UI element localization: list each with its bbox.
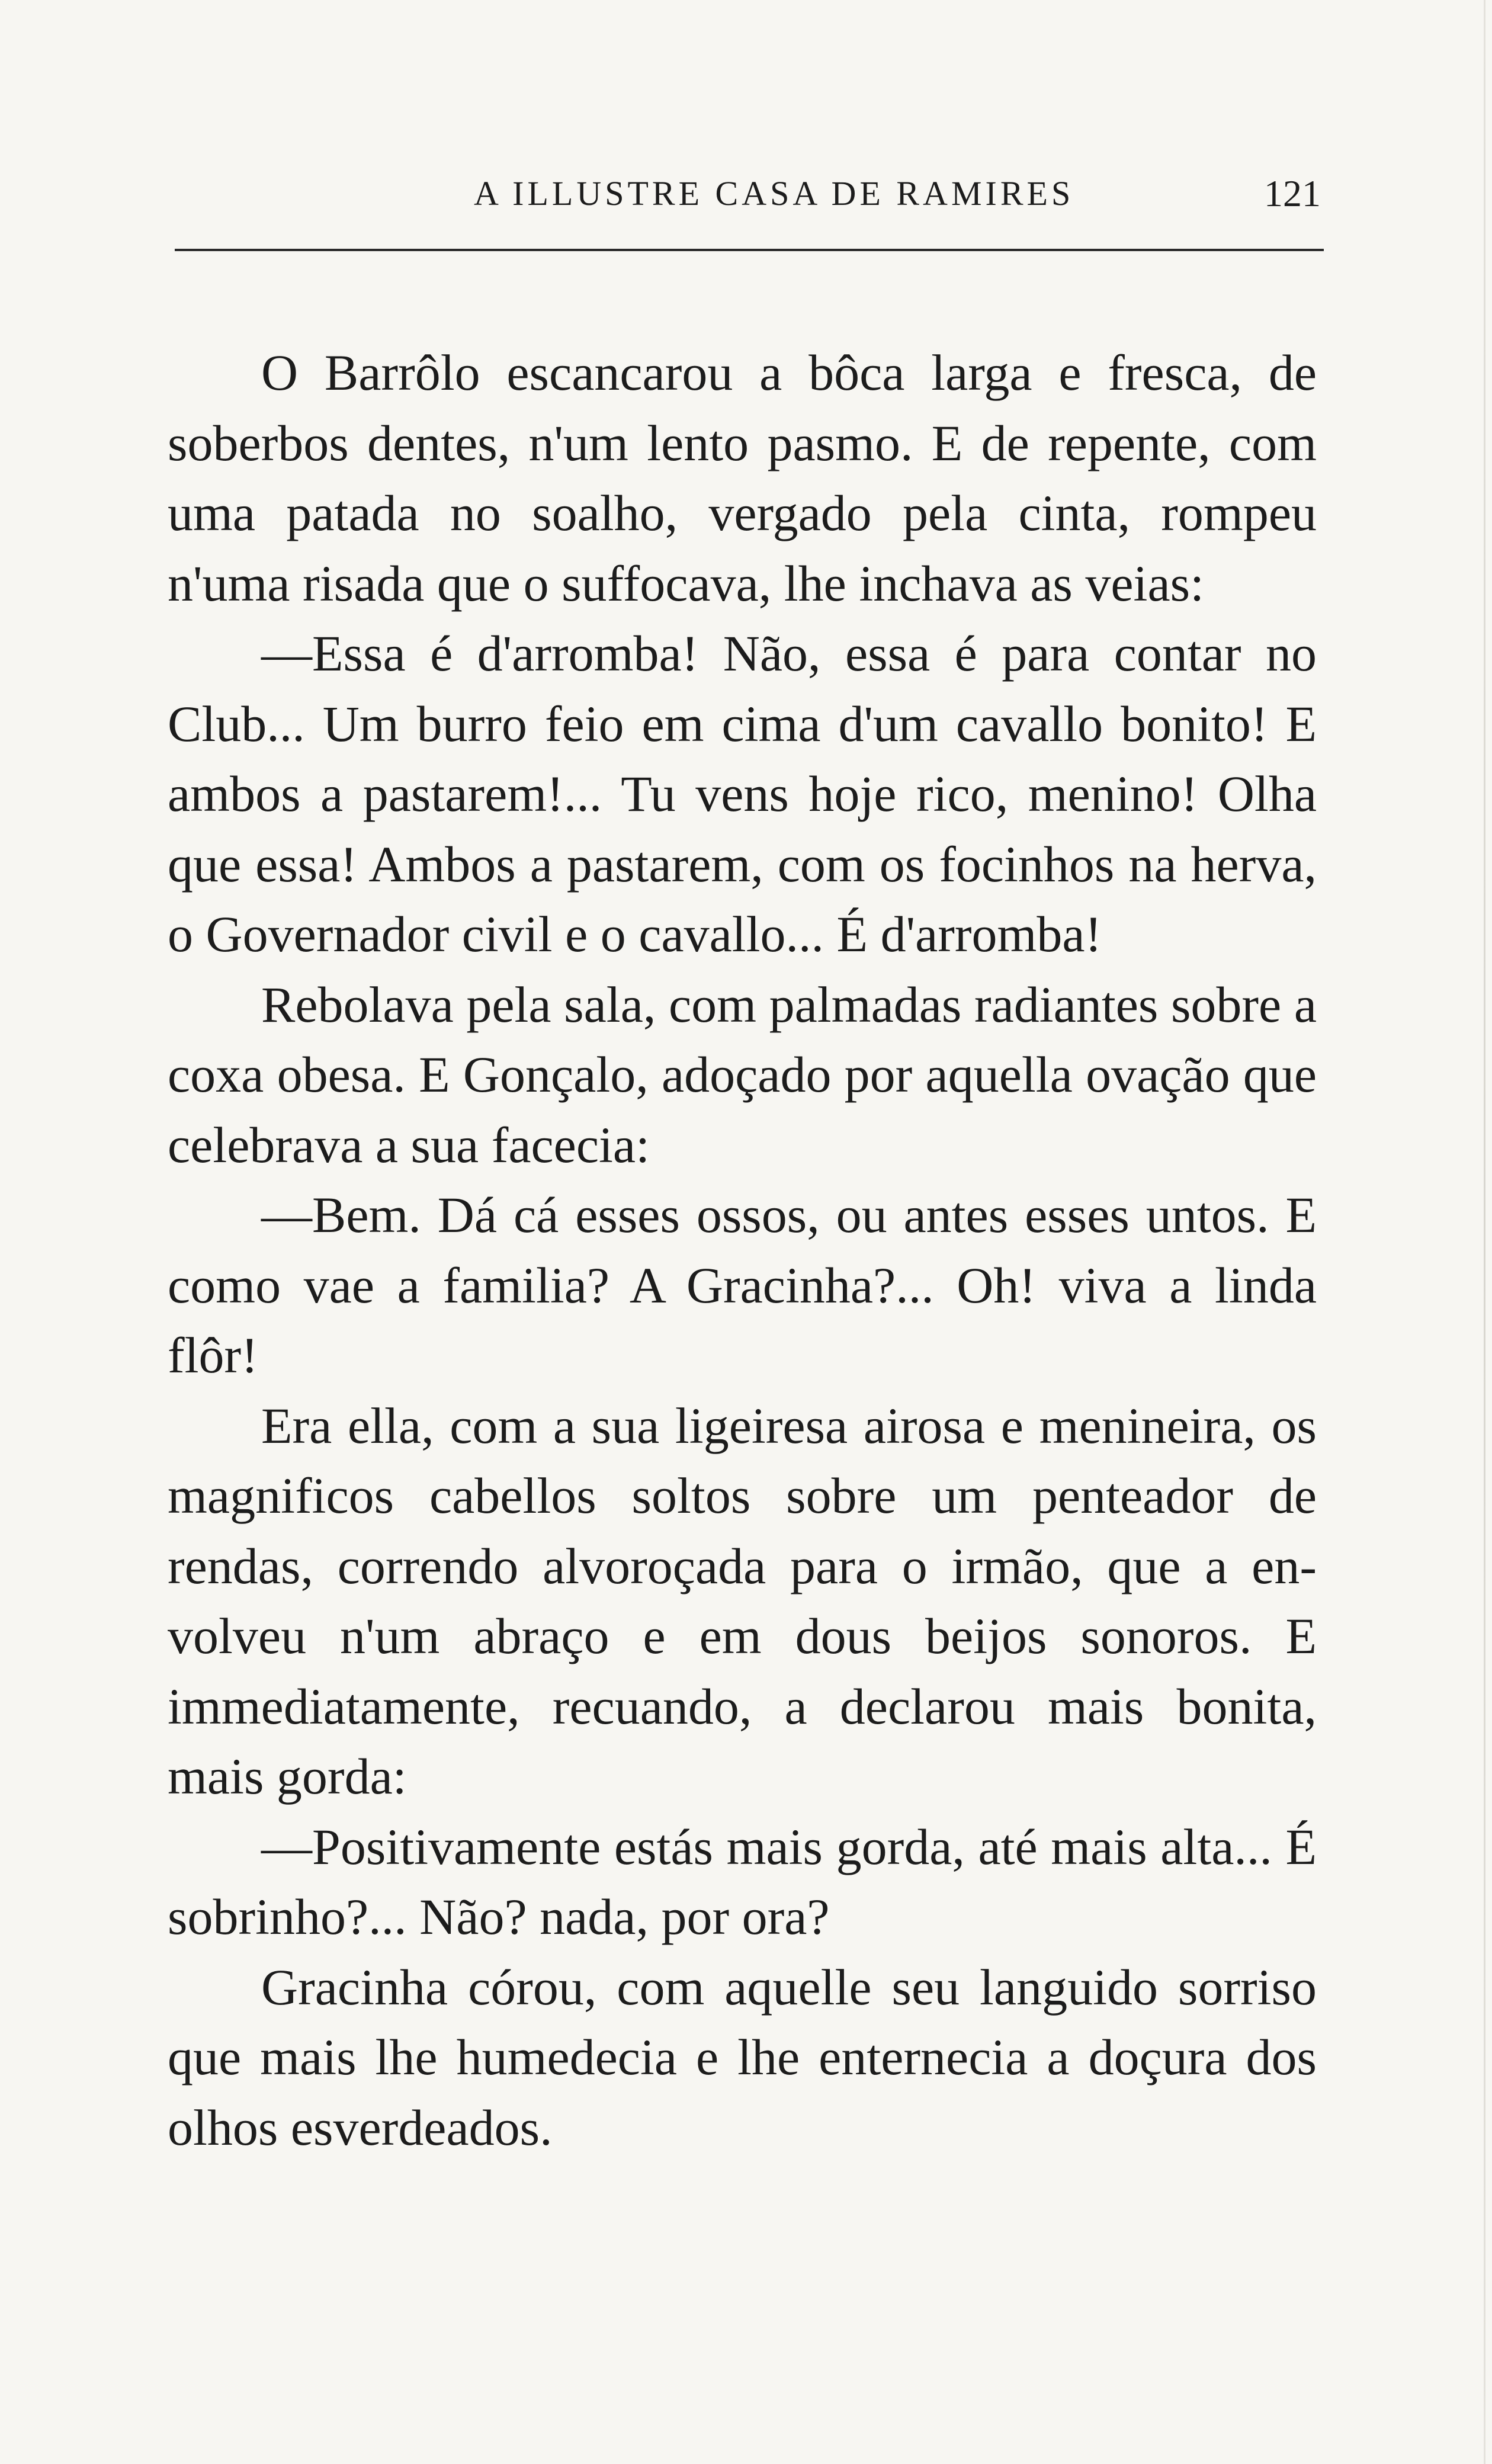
body-text: [168, 338, 1317, 2163]
header-rule: [175, 249, 1324, 251]
paragraph: —Positivamente estás mais gorda, até mais alta... É sobrinho?... Não? nada, por ora?: [168, 1818, 1317, 1945]
paragraph: Rebolava pela sala, com palmadas radiantes sobre a coxa obesa. E Gonçalo, adoçado por aquella ovação que celebrava a sua facecia:: [168, 976, 1317, 1173]
running-title: A ILLUSTRE CASA DE RAMIRES: [474, 174, 1074, 213]
page-number: 121: [1264, 172, 1321, 214]
paragraph: Gracinha córou, com aquelle seu languido sorriso que mais lhe humedecia e lhe enternecia a doçura dos olhos esverdeados.: [168, 1958, 1317, 2156]
page-header: [172, 167, 1339, 220]
paragraph: —Essa é d'arromba! Não, essa é para contar no Club... Um burro feio em cima d'um cavallo bonito! E ambos a pastarem!... Tu vens hoje rico, menino! Olha que essa! Ambos a pastarem, com os focinhos na herva, o Governador civil e o cavallo... É d'arromba!: [168, 625, 1317, 962]
paragraph: Era ella, com a sua ligeiresa airosa e menineira, os magnificos cabellos soltos sobre um penteador de rendas, correndo alvoroçada para o irmão, que a envolveu n'um abraço e em dous beijos sonoros. E immediatamente, recuando, a declarou mais bonita, mais gorda:: [168, 1397, 1317, 1805]
paragraph: —Bem. Dá cá esses ossos, ou antes esses untos. E como vae a familia? A Gracinha?... Oh! viva a linda flôr!: [168, 1186, 1317, 1384]
page-edge: [1484, 0, 1485, 2464]
paragraph: O Barrôlo escancarou a bôca larga e fresca, de soberbos dentes, n'um lento pasmo. E de repente, com uma patada no soalho, vergado pela cinta, rompeu n'uma risada que o suffocava, lhe inchava as veias:: [168, 344, 1317, 612]
